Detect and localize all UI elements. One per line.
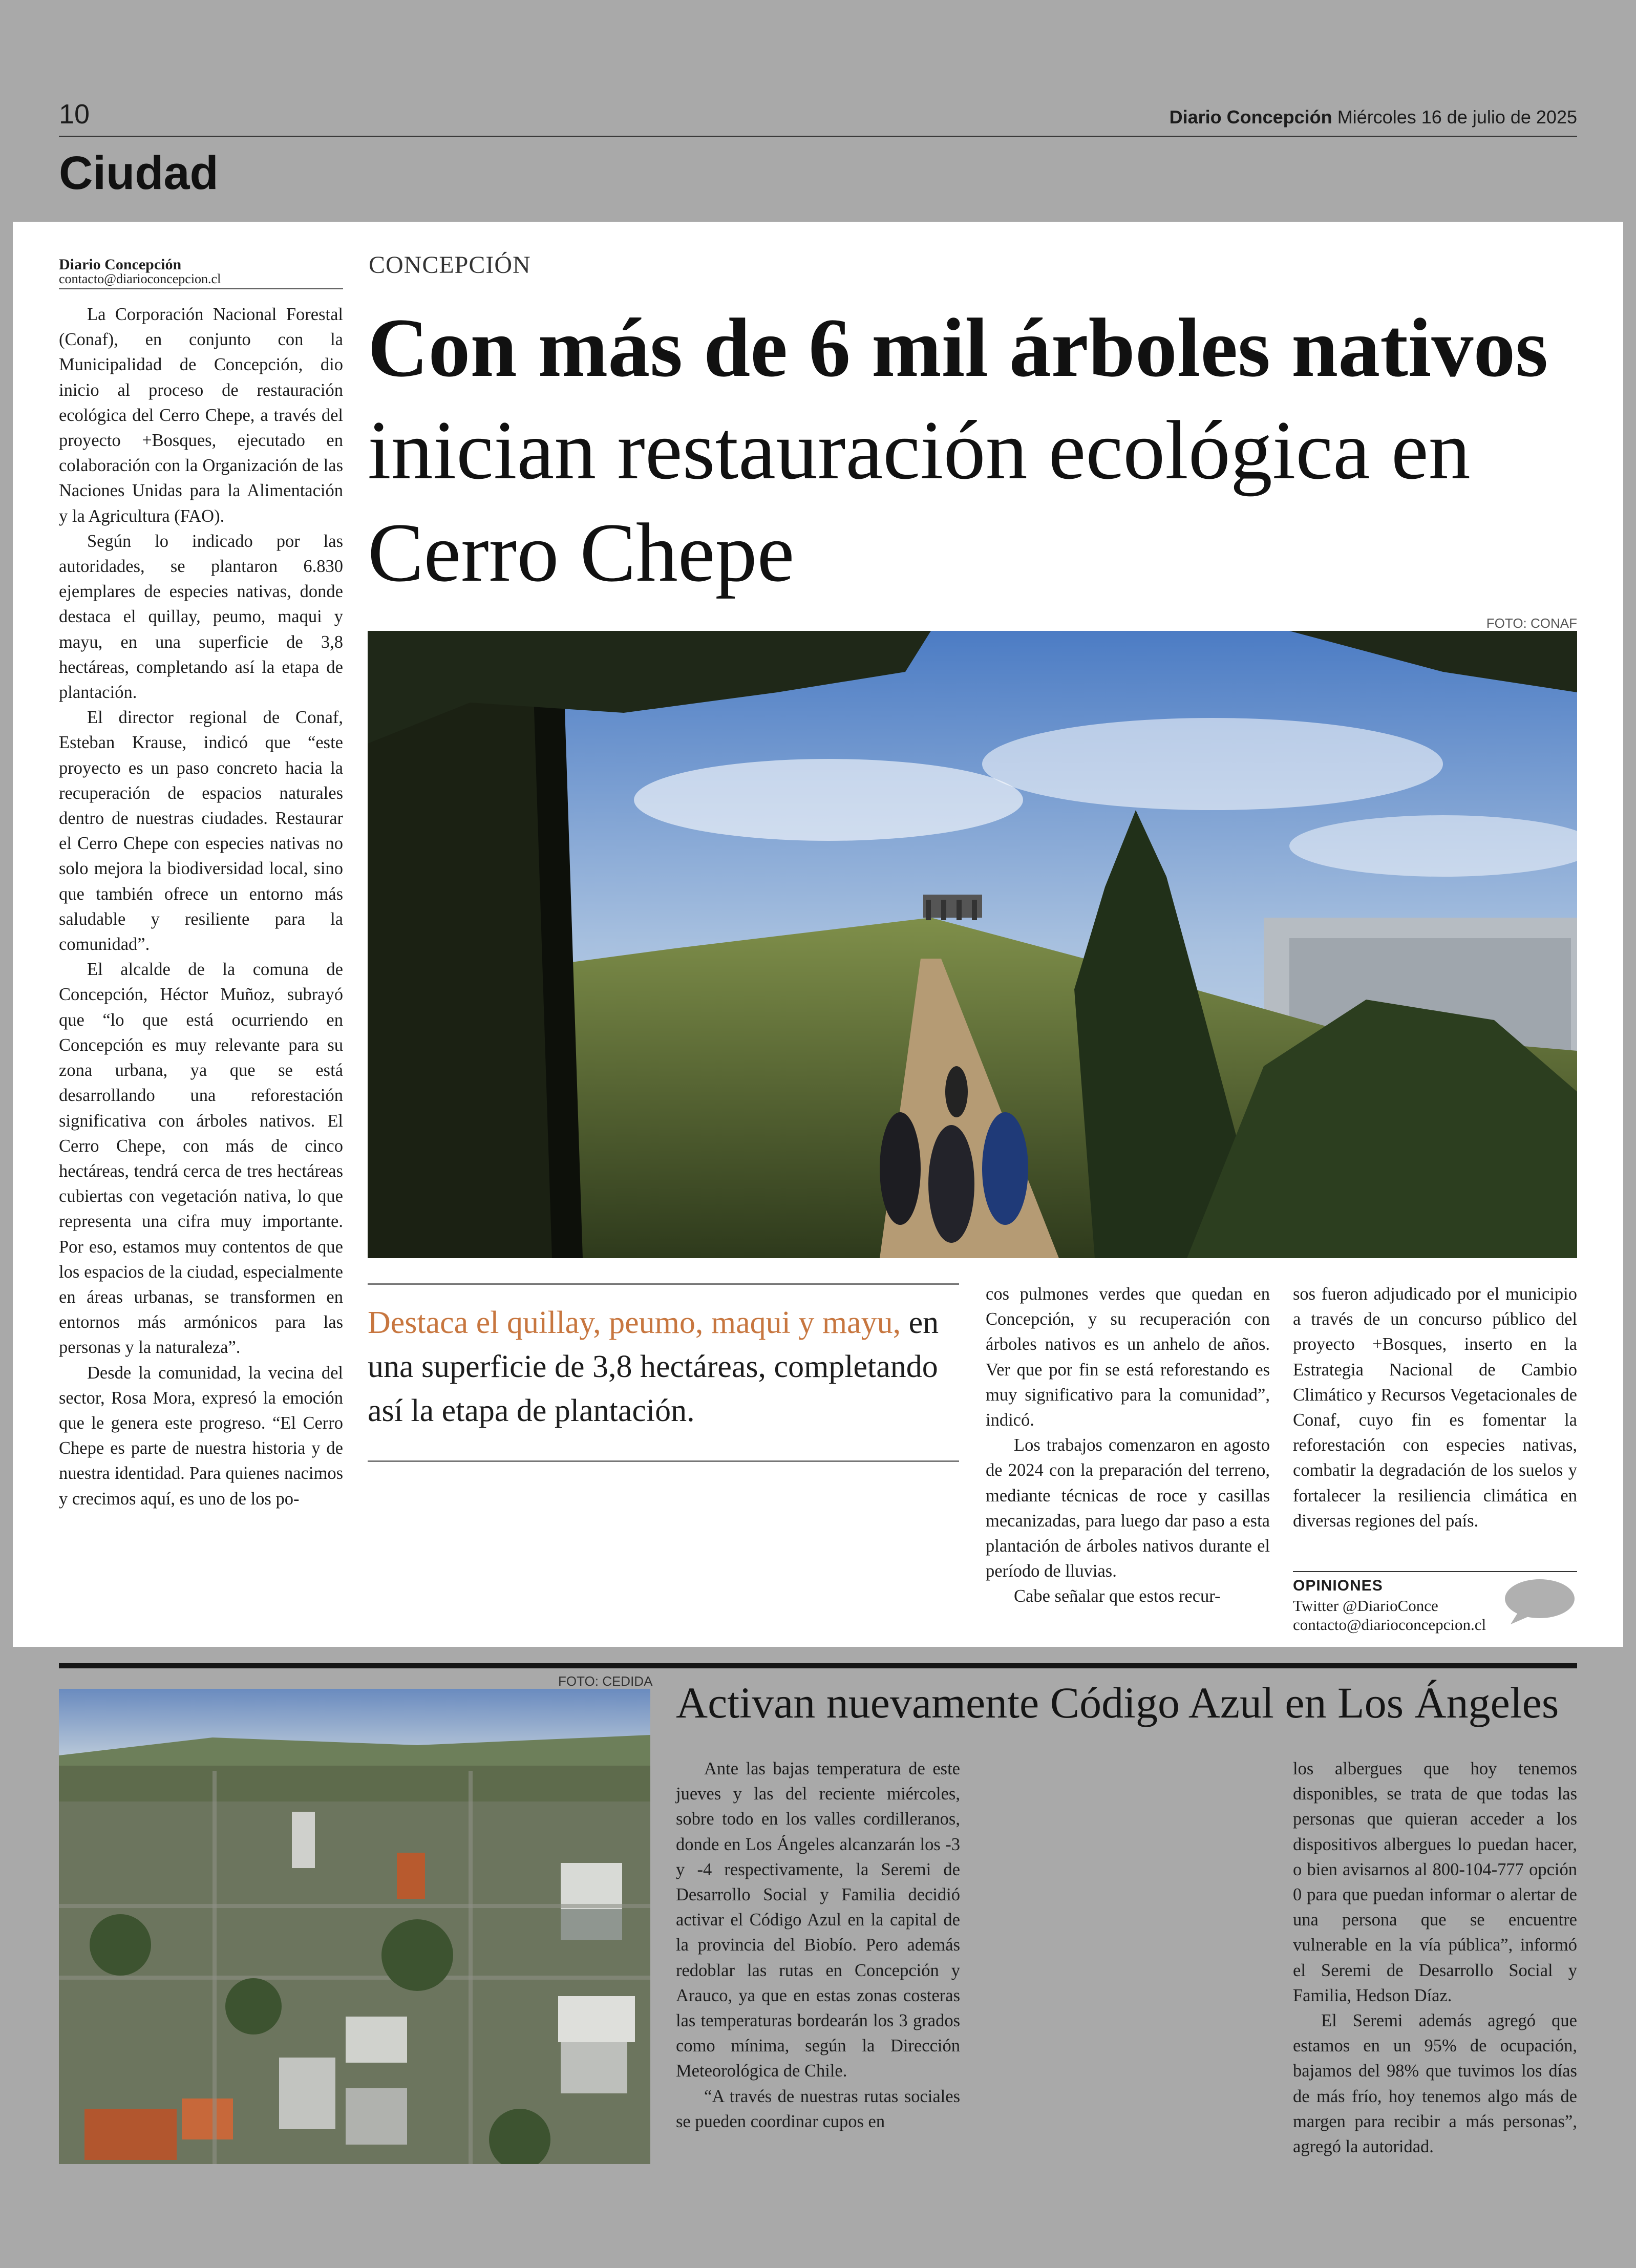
header-divider [59,136,1577,137]
pull-quote-divider-top [368,1283,959,1285]
publication-date: Miércoles 16 de julio de 2025 [1337,107,1577,128]
masthead [1170,107,1577,128]
headline-bold: Con más de 6 mil árboles nativos [368,302,1548,394]
opinions-divider [1293,1571,1577,1572]
second-article-divider [59,1663,1577,1668]
paragraph: los albergues que hoy tenemos disponibles, se trata de que todas las personas que quieran acceder a los dispositivos albergues lo puedan hacer, o bien avisarnos al 800-104-777 opción 0 para que puedan informar o alertar de una persona que se encuentre vulnerable en la vía pública”, informó el Seremi de Desarrollo Social y Familia, Hedson Díaz. [1293,1759,1577,2005]
paragraph: cos pulmones verdes que quedan en Concepción, y su recuperación con árboles nativos es un anhelo de años. Ver que por fin se está reforestando es muy significativo para la comunidad”, indicó. [986,1284,1270,1430]
second-article-headline: Activan nuevamente Código Azul en Los Ángeles [676,1678,1559,1727]
byline-name: Diario Concepción [59,256,182,273]
paragraph: El Seremi además agregó que estamos en un 95% de ocupación, bajamos del 98% que tuvimos los días de más frío, hoy tenemos algo más de margen para recibir a más personas”, agregó la autoridad. [1293,2011,1577,2157]
opinions-twitter: Twitter @DiarioConce [1293,1597,1438,1615]
main-photo [368,631,1577,1258]
paragraph: El alcalde de la comuna de Concepción, Héctor Muñoz, subrayó que “lo que está ocurriendo en Concepción es muy relevante para su zona urbana, ya que se está desarrollando una reforestación significativa con árboles nativos. El Cerro Chepe, con más de cinco hectáreas, tendrá cerca de tres hectáreas cubiertas con vegetación nativa, lo que representa una cifra muy importante. Por eso, estamos muy contentos de que los espacios de la ciudad, especialmente en áreas urbanas, se transformen en entornos más armónicos para las personas y la naturaleza”. [59,960,343,1358]
paragraph: Cabe señalar que estos recur- [1014,1586,1221,1606]
second-article-column-1 [676,1756,960,2134]
article-column-1 [59,302,343,1512]
paragraph: El director regional de Conaf, Esteban Krause, indicó que “este proyecto es un paso concreto hacia la recuperación de espacios naturales dentro de nuestras ciudades. Restaurar el Cerro Chepe con especies nativas no solo mejora la biodiversidad local, sino que también ofrece un entorno más saludable y resiliente para la comunidad”. [59,708,343,955]
photo-credit-2: FOTO: CEDIDA [558,1673,653,1689]
speech-bubble-icon [1503,1577,1577,1626]
pull-quote [368,1301,962,1433]
city-aerial-photo [59,1689,650,2164]
opinions-email: contacto@diarioconcepcion.cl [1293,1616,1486,1634]
page-number: 10 [59,99,90,130]
paragraph: Según lo indicado por las autoridades, se plantaron 6.830 ejemplares de especies nativas, donde destaca el quillay, peumo, maqui y mayu, en una superficie de 3,8 hectáreas, completando así la etapa de plantación. [59,531,343,703]
opinions-title: OPINIONES [1293,1577,1383,1594]
photo-credit: FOTO: CONAF [1486,616,1577,631]
pull-quote-divider-bottom [368,1460,959,1462]
pull-quote-text: en una superficie de 3,8 hectáreas, completando así la etapa de plantación. [368,1305,939,1428]
pull-quote-highlight: Destaca el quillay, peumo, maqui y mayu, [368,1305,901,1340]
section-title: Ciudad [59,147,219,199]
paragraph: sos fueron adjudicado por el municipio a través de un concurso público del proyecto +Bosques, inserto en la Estrategia Nacional de Cambio Climático y Recursos Vegetacionales de Conaf, cuyo fin es fomentar la reforestación con especies nativas, combatir la degradación de los suelos y fortalecer la resiliencia climática en diversas regiones del país. [1293,1284,1577,1531]
article-column-3 [986,1282,1270,1609]
publication-name: Diario Concepción [1169,107,1332,128]
paragraph: “A través de nuestras rutas sociales se pueden coordinar cupos en [676,2086,960,2131]
paragraph: Desde la comunidad, la vecina del sector, Rosa Mora, expresó la emoción que le genera este progreso. “El Cerro Chepe es parte de nuestra historia y de nuestra identidad. Para quienes nacimos y crecimos aquí, es uno de los po- [59,1363,343,1509]
byline-email: contacto@diarioconcepcion.cl [59,271,221,286]
second-article-column-2 [1293,1756,1577,2159]
byline-divider [59,288,343,289]
paragraph: Ante las bajas temperatura de este jueves y las del reciente miércoles, sobre todo en los valles cordilleranos, donde en Los Ángeles alcanzarán los -3 y -4 respectivamente, la Seremi de Desarrollo Social y Familia decidió activar el Código Azul en la capital de la provincia del Biobío. Pero además redoblar las rutas en Concepción y Arauco, ya que en estas zonas costeras las temperaturas bordearán los 3 grados como mínima, según la Dirección Meteorológica de Chile. [676,1759,960,2081]
headline-regular: inician restauración ecológica en Cerro Chepe [368,404,1471,599]
paragraph: La Corporación Nacional Forestal (Conaf), en conjunto con la Municipalidad de Concepción, dio inicio al proceso de restauración ecológica del Cerro Chepe, a través del proyecto +Bosques, ejecutado en colaboración con la Organización de las Naciones Unidas para la Alimentación y la Agricultura (FAO). [59,305,343,526]
paragraph: Los trabajos comenzaron en agosto de 2024 con la preparación del terreno, mediante técnicas de roce y casillas mecanizadas, para luego dar paso a esta plantación de árboles nativos durante el período de lluvias. [986,1435,1270,1581]
article-column-4 [1293,1282,1577,1534]
article-kicker: CONCEPCIÓN [369,251,531,279]
article-headline [368,297,1581,604]
